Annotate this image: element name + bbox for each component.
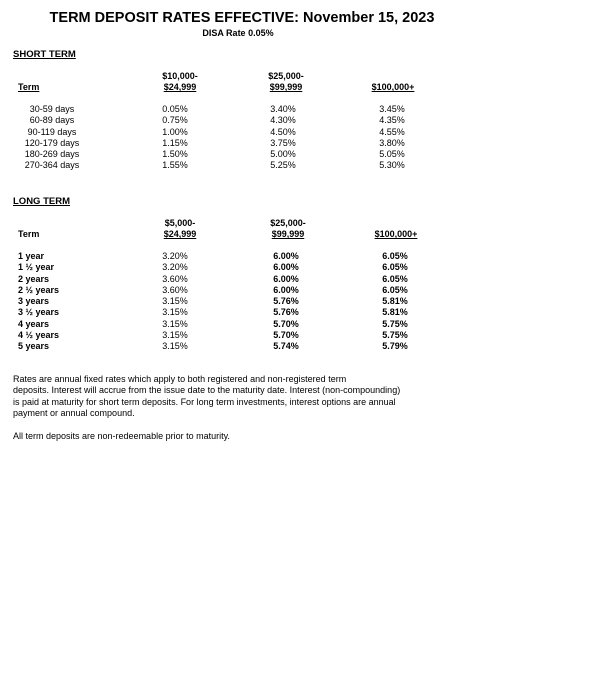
table-row: 3 years [18,296,50,307]
rate-cell: 3.60% [162,273,188,284]
rate-cell: 1.15% [162,137,188,148]
short-col-3-line2: $100,000+ [371,82,415,92]
note-line: deposits. Interest will accrue from the issue date to the maturity date. Interest (non-compounding) [13,385,401,396]
rate-cell: 6.05% [382,273,408,284]
long-col-header-1 [150,218,210,240]
rate-cell: 5.79% [382,341,408,352]
rate-cell: 3.40% [270,104,296,114]
rate-cell: 6.00% [273,262,299,273]
rate-cell: 5.81% [382,296,408,307]
long-col-3-line2: $100,000+ [374,229,418,239]
short-rates-col-2 [258,104,308,172]
rate-cell: 3.15% [162,296,188,307]
table-row: 2 years [18,273,50,284]
page-title: TERM DEPOSIT RATES EFFECTIVE: November 15, 2023 [49,10,435,26]
rate-cell: 5.75% [382,330,408,341]
rate-cell: 4.30% [270,115,296,126]
rate-cell: 3.15% [162,341,188,352]
rate-cell: 5.76% [273,296,299,307]
rate-cell: 5.05% [379,149,405,160]
rate-cell: 5.76% [273,307,299,318]
rate-cell: 0.75% [162,115,188,126]
short-col-header-1 [150,71,210,93]
table-row: 120-179 days [24,137,80,148]
rate-cell: 6.00% [273,273,299,284]
table-row: 3 ½ years [18,307,60,318]
disa-rate: DISA Rate 0.05% [202,28,274,38]
rate-cell: 3.80% [379,137,405,148]
table-row: 4 ½ years [18,330,60,341]
short-col-2-line1: $25,000- [268,71,304,81]
table-row: 60-89 days [29,115,75,126]
long-col-1-line1: $5,000- [164,218,196,228]
rate-cell: 5.30% [379,160,405,171]
rate-cell: 3.45% [379,104,405,114]
table-row: 2 ½ years [18,284,60,295]
short-col-1-line1: $10,000- [162,71,198,81]
long-col-1-line2: $24,999 [163,229,197,239]
long-term-labels [18,251,59,353]
rate-cell: 5.25% [270,160,296,171]
short-term-col-label: Term [18,82,40,92]
rate-cell: 6.05% [382,251,408,261]
rate-cell: 6.00% [273,251,299,261]
short-col-header-2 [256,71,316,93]
table-row: 5 years [18,341,50,352]
rate-cell: 5.70% [273,318,299,329]
rate-cell: 3.15% [162,307,188,318]
long-col-2-line1: $25,000- [270,218,306,228]
long-col-header-2 [258,218,318,240]
rate-cell: 1.50% [162,149,188,160]
table-row: 180-269 days [24,149,80,160]
rate-cell: 6.00% [273,284,299,295]
table-row: 30-59 days [29,104,75,114]
rate-cell: 3.15% [162,318,188,329]
table-row: 90-119 days [27,126,77,137]
rate-cell: 3.60% [162,284,188,295]
rate-cell: 5.70% [273,330,299,341]
table-row: 4 years [18,318,50,329]
rate-cell: 4.55% [379,126,405,137]
table-row: 270-364 days [24,160,80,171]
rate-cell: 3.75% [270,137,296,148]
short-rates-col-1 [150,104,200,172]
long-term-col-label: Term [18,229,40,239]
rate-cell: 4.35% [379,115,405,126]
short-col-1-line2: $24,999 [163,82,197,92]
rate-cell: 5.75% [382,318,408,329]
note-line: payment or annual compound. [13,407,135,418]
short-col-2-line2: $99,999 [269,82,303,92]
rate-cell: 4.50% [270,126,296,137]
rate-cell: 6.05% [382,262,408,273]
table-row: 1 year [18,251,45,261]
long-col-header-3 [364,229,428,240]
table-row: 1 ½ year [18,262,55,273]
rate-cell: 5.00% [270,149,296,160]
rate-cell: 1.55% [162,160,188,171]
note-line: is paid at maturity for short term deposits. For long term investments, interest options are annual [13,396,396,407]
short-col-header-3 [361,82,425,93]
long-rates-col-2 [261,251,311,353]
rate-cell: 1.00% [162,126,188,137]
rate-cell: 5.74% [273,341,299,352]
rate-cell: 6.05% [382,284,408,295]
rates-note [13,374,453,419]
long-rates-col-1 [150,251,200,353]
long-term-heading: LONG TERM [13,196,70,207]
short-term-heading: SHORT TERM [13,49,76,60]
rate-cell: 5.81% [382,307,408,318]
rate-cell: 3.15% [162,330,188,341]
short-rates-col-3 [367,104,417,172]
rate-cell: 3.20% [162,251,188,261]
long-rates-col-3 [370,251,420,353]
rate-cell: 0.05% [162,104,188,114]
short-term-labels [10,104,94,172]
rate-cell: 3.20% [162,262,188,273]
redeemable-note: All term deposits are non-redeemable prior to maturity. [13,431,230,441]
long-col-2-line2: $99,999 [271,229,305,239]
note-line: Rates are annual fixed rates which apply to both registered and non-registered term [13,374,347,384]
